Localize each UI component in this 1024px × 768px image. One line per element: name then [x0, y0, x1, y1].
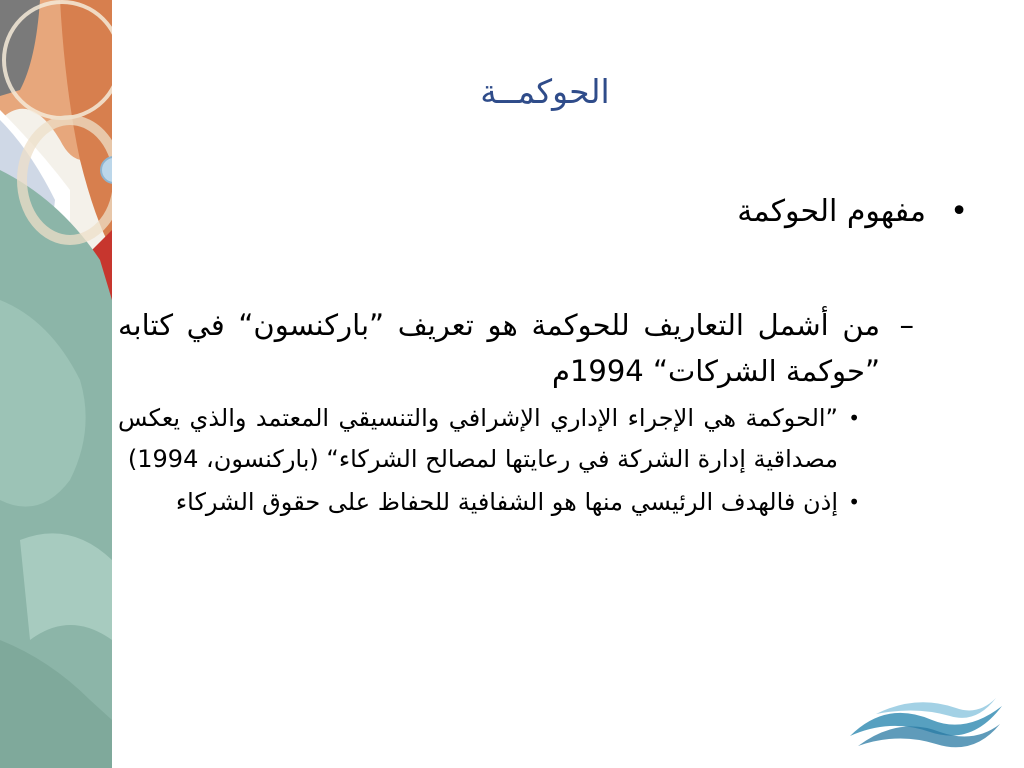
dash-bullet-icon: – [899, 308, 914, 342]
definition-paragraph [118, 302, 968, 394]
bullet-heading [118, 190, 968, 234]
sub-point [118, 398, 968, 480]
decorative-side-art [0, 0, 112, 768]
definition-text: من أشمل التعاريف للحوكمة هو تعريف ”باركنسون“ في كتابه ”حوكمة الشركات“ 1994م [118, 308, 880, 388]
bullet-icon: • [848, 406, 860, 430]
heading-text: مفهوم الحوكمة [737, 194, 926, 229]
bullet-icon: • [848, 490, 860, 514]
slide-title: الحوكمــة [480, 72, 610, 111]
sub-point-text: ”الحوكمة هي الإجراء الإداري الإشرافي والتنسيقي المعتمد والذي يعكس مصداقية إدارة الشركة في رعايتها لمصالح الشركاء“ (باركنسون، 1994) [118, 404, 838, 473]
wave-logo-icon [846, 686, 1006, 750]
sub-point [118, 482, 968, 523]
sub-point-text: إذن فالهدف الرئيسي منها هو الشفافية للحفاظ على حقوق الشركاء [175, 488, 838, 516]
slide-content [118, 190, 968, 523]
bullet-icon: • [950, 194, 968, 229]
